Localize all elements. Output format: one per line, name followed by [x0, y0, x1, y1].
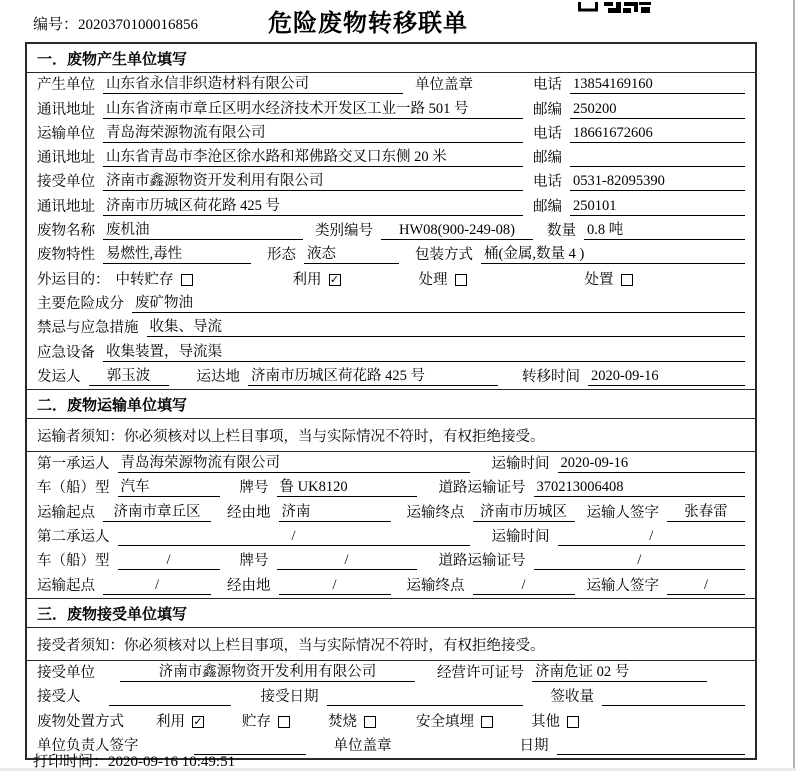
receiver-notice: 接受者须知：你必须核对以上栏目事项，当与实际情况不符时，有权拒绝接受。 — [27, 628, 755, 661]
shipper-value: 郭玉波 — [89, 367, 169, 386]
producer-phone-value: 13854169160 — [570, 75, 745, 94]
receiver-phone-value: 0531-82095390 — [570, 172, 745, 191]
receive-date-value — [327, 688, 523, 706]
carrier2-terminus-value: / — [473, 576, 575, 595]
destination-value: 济南市历城区荷花路 425 号 — [248, 367, 498, 386]
equipment-value: 收集装置，导流渠 — [103, 343, 745, 362]
carrier2-origin-value: / — [103, 576, 211, 595]
purpose-option-transit-storage: 中转贮存 — [116, 271, 193, 289]
form-label: 形态 — [267, 247, 296, 264]
disposal-option-landfill: 安全填埋 — [416, 713, 493, 731]
origin-label: 运输起点 — [37, 577, 95, 594]
section-2-title: 二．废物运输单位填写 — [27, 389, 755, 419]
vehicle-type-label: 车（船）型 — [37, 553, 110, 570]
purpose-label: 外运目的： — [37, 271, 110, 288]
receiver-address-value: 济南市历城区荷花路 425 号 — [103, 197, 523, 216]
row-shipper — [27, 365, 755, 389]
row-receiver-address — [27, 194, 755, 218]
disposal-utilize-checkbox: ✓ — [193, 715, 203, 728]
row-waste-characteristics — [27, 243, 755, 267]
receive-date-label: 接受日期 — [260, 689, 319, 706]
row-transfer-purpose — [27, 267, 755, 291]
received-qty-value — [602, 688, 745, 706]
disposal-option-storage: 贮存 — [242, 713, 290, 731]
receiving-unit-label: 接受单位 — [37, 664, 95, 681]
row-carrier2 — [27, 525, 755, 549]
equipment-label: 应急设备 — [37, 344, 95, 361]
transporter-unit-value: 青岛海荣源物流有限公司 — [103, 124, 523, 143]
characteristics-value: 易燃性,毒性 — [103, 245, 251, 264]
row-carrier1-vehicle — [27, 476, 755, 500]
responsible-signature-label: 单位负责人签字 — [37, 737, 139, 754]
row-carrier2-vehicle — [27, 549, 755, 573]
carrier1-signature-value: 张春雷 — [667, 503, 745, 522]
received-qty-label: 签收量 — [550, 689, 594, 706]
row-carrier2-route — [27, 573, 755, 597]
address-label: 通讯地址 — [37, 101, 95, 118]
disposal-other-checkbox — [567, 716, 579, 728]
row-disposal-method — [27, 709, 755, 733]
serial-label: 编号： — [33, 17, 79, 33]
carrier2-vehicle-value: / — [118, 551, 220, 570]
terminus-label: 运输终点 — [406, 577, 465, 594]
zip-label: 邮编 — [533, 101, 562, 118]
form-value: 液态 — [304, 245, 399, 264]
carrier2-signature-value: / — [667, 576, 745, 595]
window-edge-strip — [793, 0, 795, 768]
row-precautions — [27, 316, 755, 340]
utilize-checkbox: ✓ — [329, 273, 340, 286]
disposal-option-incinerate: 焚烧 — [328, 713, 376, 731]
purpose-option-utilize: 利用 ✓ — [292, 271, 340, 288]
zip-label: 邮编 — [533, 198, 562, 215]
row-transporter-unit — [27, 122, 755, 146]
transporter-address-value: 山东省青岛市李沧区徐水路和郑佛路交叉口东侧 20 米 — [103, 148, 523, 167]
transporter-signature-label: 运输人签字 — [586, 577, 659, 594]
carrier1-plate-value: 鲁 UK8120 — [277, 478, 417, 497]
transport-time-label: 运输时间 — [491, 529, 550, 546]
carrier1-value: 青岛海荣源物流有限公司 — [118, 454, 470, 473]
recipient-value — [109, 688, 231, 706]
phone-label: 电话 — [533, 77, 562, 94]
hazard-value: 废矿物油 — [132, 294, 745, 313]
address-label: 通讯地址 — [37, 198, 95, 215]
producer-zip-value: 250200 — [570, 100, 745, 119]
row-emergency-equipment — [27, 340, 755, 364]
license-label: 经营许可证号 — [437, 664, 524, 681]
via-label: 经由地 — [227, 577, 271, 594]
transfer-date-value: 2020-09-16 — [588, 367, 745, 386]
road-permit-label: 道路运输证号 — [438, 553, 526, 570]
phone-label: 电话 — [533, 125, 562, 142]
producer-address-value: 山东省济南市章丘区明水经济技术开发区工业一路 501 号 — [103, 100, 523, 119]
road-permit-label: 道路运输证号 — [438, 480, 526, 497]
row-carrier1 — [27, 452, 755, 476]
transit-storage-checkbox — [181, 274, 193, 286]
section-1-title: 一．废物产生单位填写 — [27, 44, 755, 73]
carrier1-via-value: 济南 — [279, 503, 391, 522]
carrier1-vehicle-value: 汽车 — [118, 478, 220, 497]
producer-unit-label: 产生单位 — [37, 77, 95, 94]
receiver-zip-value: 250101 — [570, 197, 745, 216]
zip-label: 邮编 — [533, 150, 562, 167]
row-waste-name — [27, 219, 755, 243]
disposal-landfill-checkbox — [481, 716, 493, 728]
carrier2-permit-value: / — [534, 551, 746, 570]
row-receiving-unit — [27, 661, 755, 685]
disposal-method-label: 废物处置方式 — [37, 713, 124, 730]
receiver-unit-value: 济南市鑫源物资开发利用有限公司 — [103, 172, 523, 191]
carrier2-time-value: / — [558, 527, 746, 546]
transporter-zip-value — [570, 149, 745, 167]
row-producer-unit — [27, 73, 755, 97]
transport-time-label: 运输时间 — [491, 456, 550, 473]
transporter-phone-value: 18661672606 — [570, 124, 745, 143]
manifest-form-table — [25, 42, 757, 760]
print-time-label: 打印时间： — [33, 754, 109, 770]
shipper-label: 发运人 — [37, 368, 81, 385]
unit-seal-label: 单位盖章 — [415, 77, 473, 94]
terminus-label: 运输终点 — [406, 504, 465, 521]
treat-checkbox — [455, 274, 467, 286]
date-value — [557, 737, 746, 755]
print-time-value: 2020-09-16 10:49:51 — [108, 754, 236, 770]
via-label: 经由地 — [227, 504, 271, 521]
carrier1-origin-value: 济南市章丘区 — [103, 503, 211, 522]
destination-label: 运达地 — [196, 368, 240, 385]
serial-value: 2020370100016856 — [78, 17, 199, 33]
carrier2-label: 第二承运人 — [37, 529, 110, 546]
packaging-label: 包装方式 — [415, 247, 473, 264]
disposal-incinerate-checkbox — [364, 716, 376, 728]
purpose-option-treat: 处理 — [419, 271, 467, 289]
unit-seal-label: 单位盖章 — [333, 737, 392, 754]
row-producer-address — [27, 97, 755, 121]
transfer-date-label: 转移时间 — [522, 368, 580, 385]
phone-label: 电话 — [533, 174, 562, 191]
row-receiver-unit — [27, 170, 755, 194]
characteristics-label: 废物特性 — [37, 247, 95, 264]
carrier2-via-value: / — [279, 576, 391, 595]
precautions-label: 禁忌与应急措施 — [37, 320, 139, 337]
hazard-label: 主要危险成分 — [37, 295, 124, 312]
row-transporter-address — [27, 146, 755, 170]
carrier1-terminus-value: 济南市历城区 — [473, 503, 575, 522]
carrier1-label: 第一承运人 — [37, 456, 110, 473]
carrier1-permit-value: 370213006408 — [534, 478, 746, 497]
transporter-unit-label: 运输单位 — [37, 125, 95, 142]
plate-label: 牌号 — [239, 553, 269, 570]
section-3-title: 三．废物接受单位填写 — [27, 598, 755, 628]
producer-unit-value: 山东省永信非织造材料有限公司 — [103, 75, 403, 94]
origin-label: 运输起点 — [37, 504, 95, 521]
disposal-option-other: 其他 — [531, 713, 579, 731]
carrier1-time-value: 2020-09-16 — [558, 454, 746, 473]
row-main-hazard — [27, 292, 755, 316]
receiving-unit-value: 济南市鑫源物资开发利用有限公司 — [120, 663, 415, 682]
dispose-checkbox — [621, 274, 633, 286]
date-label: 日期 — [519, 737, 549, 754]
precautions-value: 收集、导流 — [147, 318, 746, 337]
address-label: 通讯地址 — [37, 150, 95, 167]
category-value: HW08(900-249-08) — [381, 221, 533, 240]
waste-name-label: 废物名称 — [37, 223, 95, 240]
page-title: 危险废物转移联单 — [268, 11, 468, 37]
packaging-value: 桶(金属,数量 4 ) — [481, 245, 745, 264]
plate-label: 牌号 — [239, 480, 269, 497]
receiver-unit-label: 接受单位 — [37, 174, 95, 191]
quantity-label: 数量 — [547, 223, 576, 240]
row-carrier1-route — [27, 500, 755, 524]
purpose-option-dispose: 处置 — [585, 271, 633, 289]
transporter-notice: 运输者须知：你必须核对以上栏目事项，当与实际情况不符时，有权拒绝接受。 — [27, 419, 755, 452]
category-label: 类别编号 — [315, 223, 373, 240]
carrier2-value: / — [118, 527, 470, 546]
transporter-signature-label: 运输人签字 — [586, 504, 659, 521]
quantity-value: 0.8 吨 — [584, 221, 745, 240]
row-recipient — [27, 685, 755, 709]
vehicle-type-label: 车（船）型 — [37, 480, 110, 497]
license-value: 济南危证 02 号 — [532, 663, 707, 682]
recipient-label: 接受人 — [37, 689, 81, 706]
disposal-storage-checkbox — [278, 716, 290, 728]
carrier2-plate-value: / — [277, 551, 417, 570]
disposal-option-utilize: 利用 ✓ — [156, 713, 203, 730]
waste-name-value: 废机油 — [103, 221, 303, 240]
